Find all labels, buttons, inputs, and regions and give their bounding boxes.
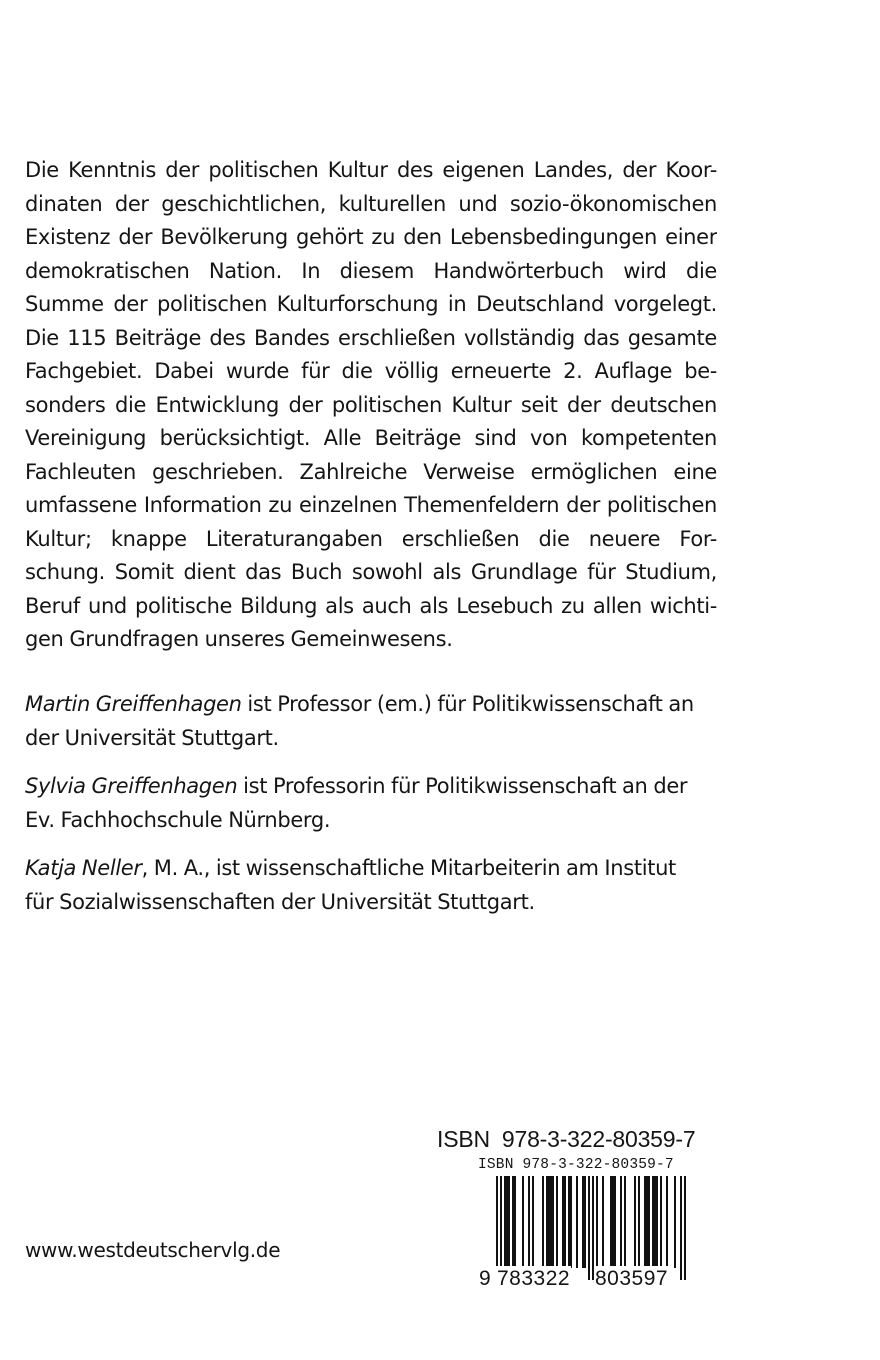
description-line: schung. Somit dient das Buch sowohl als Grundlage für Studium, — [25, 560, 717, 584]
barcode-bar — [644, 1176, 646, 1268]
barcode-bar — [652, 1176, 654, 1268]
author-bio — [25, 770, 717, 837]
barcode-guard-bar — [496, 1176, 498, 1280]
barcode-bar — [504, 1176, 506, 1268]
barcode-bar — [614, 1176, 616, 1268]
isbn-barcode-caption: ISBN 978-3-322-80359-7 — [478, 1157, 674, 1173]
author-bio-line — [25, 688, 717, 722]
publisher-website: www.westdeutschervlg.de — [25, 1238, 281, 1262]
barcode-bar — [638, 1176, 640, 1268]
isbn-number: 978-3-322-80359-7 — [501, 1126, 696, 1152]
author-description: ist Professor (em.) für Politikwissenschaft an — [241, 692, 694, 716]
barcode-bar — [654, 1176, 656, 1268]
barcode-digits-left: 783322 — [497, 1267, 571, 1290]
description-line: Die 115 Beiträge des Bandes erschließen vollständig das gesamte — [25, 325, 717, 350]
barcode-bar — [584, 1176, 586, 1268]
description-line: Fachleuten geschrieben. Zahlreiche Verweise ermöglichen eine — [25, 459, 717, 484]
barcode-guard-bar — [500, 1176, 502, 1280]
description-line: Vereinigung berücksichtigt. Alle Beiträge sind von kompetenten — [25, 426, 717, 450]
description-line: demokratischen Nation. In diesem Handwörterbuch wird die — [25, 258, 717, 283]
barcode-bar — [514, 1176, 516, 1268]
author-bio-line — [25, 852, 717, 886]
isbn-label: ISBN — [437, 1126, 490, 1152]
author-bio-line: Ev. Fachhochschule Nürnberg. — [25, 807, 331, 832]
barcode-bar — [562, 1176, 564, 1268]
barcode-bar — [582, 1176, 584, 1268]
barcode-bar — [552, 1176, 554, 1268]
barcode-bar — [660, 1176, 662, 1268]
author-description: , M. A., ist wissenschaftliche Mitarbeiterin am Institut — [141, 856, 676, 880]
barcode-bar — [648, 1176, 650, 1268]
barcode-bar — [564, 1176, 566, 1268]
barcode-bar — [610, 1176, 612, 1268]
description-line: Kultur; knappe Literaturangaben erschließen die neuere For- — [25, 526, 717, 551]
barcode-digits-right: 803597 — [595, 1267, 669, 1290]
description-line: sonders die Entwicklung der politischen Kultur seit der deutschen — [25, 392, 717, 417]
description-text — [25, 154, 717, 657]
barcode-bar — [570, 1176, 572, 1268]
author-name: Martin Greiffenhagen — [25, 692, 242, 716]
barcode-bar — [546, 1176, 548, 1268]
author-bios — [25, 688, 717, 934]
description-line: Die Kenntnis der politischen Kultur des eigenen Landes, der Koor- — [25, 158, 717, 182]
barcode-bar — [602, 1176, 604, 1268]
barcode-bar — [528, 1176, 530, 1268]
description-line: gen Grundfragen unseres Gemeinwesens. — [25, 627, 453, 651]
barcode-bar — [612, 1176, 614, 1268]
barcode-bar — [674, 1176, 676, 1268]
description-line: Existenz der Bevölkerung gehört zu den Lebensbedingungen einer — [25, 225, 717, 249]
author-bio — [25, 688, 717, 755]
barcode-guard-bar — [680, 1176, 682, 1280]
barcode-bar — [532, 1176, 534, 1268]
barcode-bar — [656, 1176, 658, 1268]
description-line: Fachgebiet. Dabei wurde für die völlig erneuerte 2. Auflage be- — [25, 359, 717, 383]
barcode-bar — [568, 1176, 570, 1268]
barcode-guard-bar — [592, 1176, 594, 1280]
barcode-bar — [522, 1176, 524, 1268]
barcode-digits — [479, 1266, 693, 1292]
barcode-bar — [548, 1176, 550, 1268]
barcode-bar — [506, 1176, 508, 1268]
author-description: ist Professorin für Politikwissenschaft an der — [237, 774, 688, 798]
barcode-bar — [596, 1176, 598, 1268]
barcode-bar — [508, 1176, 510, 1268]
description-line: dinaten der geschichtlichen, kulturellen und sozio-ökonomischen — [25, 191, 717, 216]
barcode-bar — [542, 1176, 544, 1268]
barcode-bar — [634, 1176, 636, 1268]
barcode-bar — [512, 1176, 514, 1268]
isbn-heading — [437, 1126, 695, 1153]
description-line: Summe der politischen Kulturforschung in Deutschland vorgelegt. — [25, 292, 717, 316]
author-bio-line: der Universität Stuttgart. — [25, 725, 279, 750]
barcode-bar — [666, 1176, 668, 1268]
author-name: Katja Neller — [25, 856, 142, 880]
description-line: Beruf und politische Bildung als auch als Lesebuch zu allen wichti- — [25, 593, 717, 618]
author-bio — [25, 852, 717, 919]
barcode-bar — [624, 1176, 626, 1268]
barcode-bar — [576, 1176, 578, 1268]
barcode-bar — [620, 1176, 622, 1268]
barcode-bar — [646, 1176, 648, 1268]
author-name: Sylvia Greiffenhagen — [25, 774, 238, 798]
author-bio-line — [25, 770, 717, 804]
barcode-digit-first: 9 — [479, 1267, 491, 1290]
barcode-guard-bar — [684, 1176, 686, 1280]
author-bio-line: für Sozialwissenschaften der Universität Stuttgart. — [25, 889, 535, 914]
barcode-bar — [556, 1176, 558, 1268]
barcode-bar — [550, 1176, 552, 1268]
barcode-guard-bar — [588, 1176, 590, 1280]
description-line: umfassene Information zu einzelnen Themenfeldern der politischen — [25, 493, 717, 517]
